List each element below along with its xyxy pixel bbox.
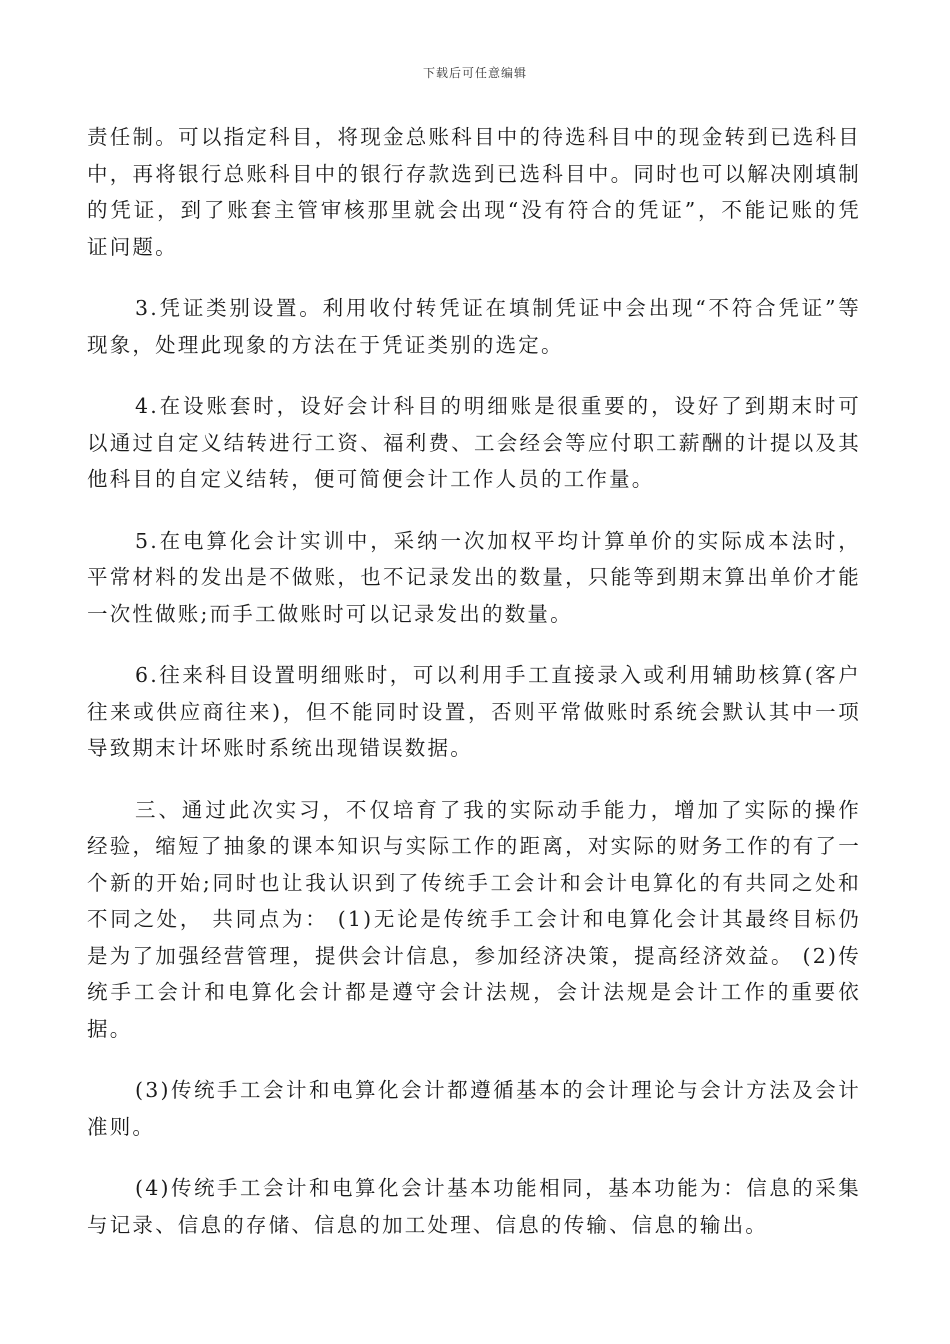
paragraph-item-5: 5.在电算化会计实训中，采纳一次加权平均计算单价的实际成本法时，平常材料的发出是不做账，也不记录发出的数量，只能等到期末算出单价才能一次性做账;而手工做账时可以记录发出的数量。	[87, 528, 861, 626]
document-body	[87, 119, 861, 1268]
paragraph-section-three: 三、通过此次实习，不仅培育了我的实际动手能力，增加了实际的操作经验，缩短了抽象的课本知识与实际工作的距离，对实际的财务工作的有了一个新的开始;同时也让我认识到了传统手工会计和会计电算化的有共同之处和不同之处， 共同点为： (1)无论是传统手工会计和电算化会计其最终目标仍是为了加强经营管理，提供会计信息，参加经济决策，提高经济效益。 (2)传统手工会计和电算化会计都是遵守会计法规，会计法规是会计工作的重要依据。	[87, 797, 861, 1041]
paragraph-point-4: (4)传统手工会计和电算化会计基本功能相同，基本功能为：信息的采集与记录、信息的存储、信息的加工处理、信息的传输、信息的输出。	[87, 1176, 861, 1237]
paragraph-item-4: 4.在设账套时，设好会计科目的明细账是很重要的，设好了到期末时可以通过自定义结转进行工资、福利费、工会经会等应付职工薪酬的计提以及其他科目的自定义结转，便可简便会计工作人员的工作量。	[87, 394, 861, 491]
paragraph-continuation: 责任制。可以指定科目，将现金总账科目中的待选科目中的现金转到已选科目中，再将银行总账科目中的银行存款选到已选科目中。同时也可以解决刚填制的凭证，到了账套主管审核那里就会出现“没有符合的凭证”，不能记账的凭证问题。	[87, 125, 861, 259]
paragraph-point-3: (3)传统手工会计和电算化会计都遵循基本的会计理论与会计方法及会计准则。	[87, 1078, 861, 1139]
page-header: 下载后可任意编辑	[422, 66, 527, 80]
paragraph-item-6: 6.往来科目设置明细账时，可以利用手工直接录入或利用辅助核算(客户往来或供应商往来)，但不能同时设置，否则平常做账时系统会默认其中一项导致期末计坏账时系统出现错误数据。	[87, 663, 861, 760]
paragraph-item-3: 3.凭证类别设置。利用收付转凭证在填制凭证中会出现“不符合凭证”等现象，处理此现象的方法在于凭证类别的选定。	[87, 296, 861, 357]
